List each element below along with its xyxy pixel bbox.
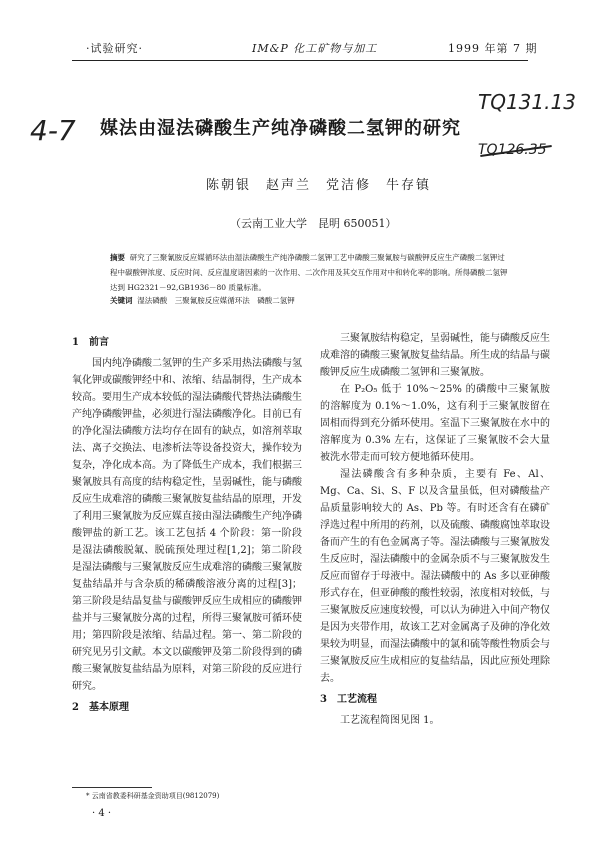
handwritten-margin-number: 4-7 xyxy=(30,114,76,147)
header-issue: 1999 年第 7 期 xyxy=(448,42,538,55)
article-title: 媒法由湿法磷酸生产纯净磷酸二氢钾的研究 xyxy=(100,118,461,139)
keywords-text: 湿法磷酸 三聚氰胺反应媒循环法 磷酸二氢钾 xyxy=(137,296,295,305)
affiliation: （云南工业大学 昆明 650051） xyxy=(230,217,397,230)
abstract xyxy=(110,250,510,295)
author-list: 陈朝银 赵声兰 党洁修 牛存镇 xyxy=(206,178,432,193)
header-rule xyxy=(72,60,528,61)
body-column-right xyxy=(320,330,550,729)
abstract-label: 摘要 xyxy=(110,253,125,262)
footnote-rule xyxy=(72,787,152,788)
paragraph: 在 P₂O₅ 低于 10%～25% 的磷酸中三聚氰胺的溶解度为 0.1%～1.0%，这有利于三聚氰胺留在固相而得到充分循环使用。室温下三聚氰胺在水中的溶解度为 0.3% 左右，这保证了三聚氰胺不会大量被洗水带走而可较方便地循环使用。 xyxy=(320,384,550,463)
paragraph: 湿法磷酸含有多种杂质，主要有 Fe、Al、Mg、Ca、Si、S、F 以及含量虽低，但对磷酸盐产品质量影响较大的 As、Pb 等。有时还含有在磷矿浮选过程中所用的药剂，以及硫酸、磷酸腐蚀萃取设备而产生的有色金属离子等。湿法磷酸与三聚氰胺发生反应时，湿法磷酸中的金属杂质不与三聚氰胺发生反应而留存于母液中。湿法磷酸中的 As 多以亚砷酸形式存在，但亚砷酸的酸性较弱，浓度相对较低，与三聚氰胺反应速度较慢，可以认为砷进入中间产物仅是因为夹带作用，故该工艺对金属离子及砷的净化效果较为明显，而湿法磷酸中的氯和硫等酸性物质会与三聚氰胺反应生成相应的复盐结晶，因此应预处理除去。 xyxy=(320,469,550,684)
keywords xyxy=(110,295,295,306)
page-number: · 4 · xyxy=(92,808,112,819)
handwritten-struck-code: TQ126.35 xyxy=(478,142,547,158)
section-heading-intro: 1 前言 xyxy=(72,337,109,348)
header-journal: IM&P 化工矿物与加工 xyxy=(252,42,378,55)
footnote: * 云南省教委科研基金资助项目(9812079) xyxy=(86,792,220,800)
keywords-label: 关键词 xyxy=(110,296,133,305)
header-section: ·试验研究· xyxy=(86,42,143,55)
paragraph: 三聚氰胺结构稳定，呈弱碱性，能与磷酸反应生成难溶的磷酸三聚氰胺复盐结晶。所生成的结晶与碳酸钾反应生成磷酸二氢钾和三聚氰胺。 xyxy=(320,333,550,378)
handwritten-classification-code: TQ131.13 xyxy=(478,90,576,114)
section-heading-process: 3 工艺流程 xyxy=(320,694,377,705)
body-column-left xyxy=(72,330,302,720)
paragraph: 工艺流程简图见图 1。 xyxy=(340,715,440,726)
section-heading-principle: 2 基本原理 xyxy=(72,702,129,713)
abstract-text: 研究了三聚氰胺反应媒循环法由湿法磷酸生产纯净磷酸二氢钾工艺中磷酸三聚氰胺与碳酸钾反应生产磷酸二氢钾过程中碳酸钾浓度、反应时间、反应温度诸因素的一次作用、二次作用及其交互作用对中和转化率的影响。所得磷酸二氢钾达到 HG2321－92,GB1936－80 质量标准。 xyxy=(110,253,508,292)
paragraph: 国内纯净磷酸二氢钾的生产多采用热法磷酸与氢氧化钾或碳酸钾经中和、浓缩、结晶制得，生产成本较高。要用生产成本较低的湿法磷酸代替热法磷酸生产纯净磷酸钾盐，必须进行湿法磷酸净化。目前已有的净化湿法磷酸方法均存在固有的缺点，如溶剂萃取法、离子交换法、电渗析法等设备投资大，操作较为复杂，净化成本高。为了降低生产成本，我们根据三聚氰胺具有高度的结构稳定性，呈弱碱性，能与磷酸反应生成难溶的磷酸三聚氰胺复盐结晶的原理，开发了利用三聚氰胺为反应媒直接由湿法磷酸生产纯净磷酸钾盐的新工艺。该工艺包括 4 个阶段：第一阶段是湿法磷酸脱氟、脱硫预处理过程[1,2]；第二阶段是湿法磷酸与三聚氰胺反应生成难溶的磷酸三聚氰胺复盐结晶并与含杂质的稀磷酸溶液分离的过程[3]；第三阶段是结晶复盐与碳酸钾反应生成相应的磷酸钾盐并与三聚氰胺分离的过程，所得三聚氰胺可循环使用；第四阶段是浓缩、结晶过程。第一、第二阶段的研究见另引文献。本文以碳酸钾及第二阶段得到的磷酸三聚氰胺复盐结晶为原料，对第三阶段的反应进行研究。 xyxy=(72,358,302,692)
